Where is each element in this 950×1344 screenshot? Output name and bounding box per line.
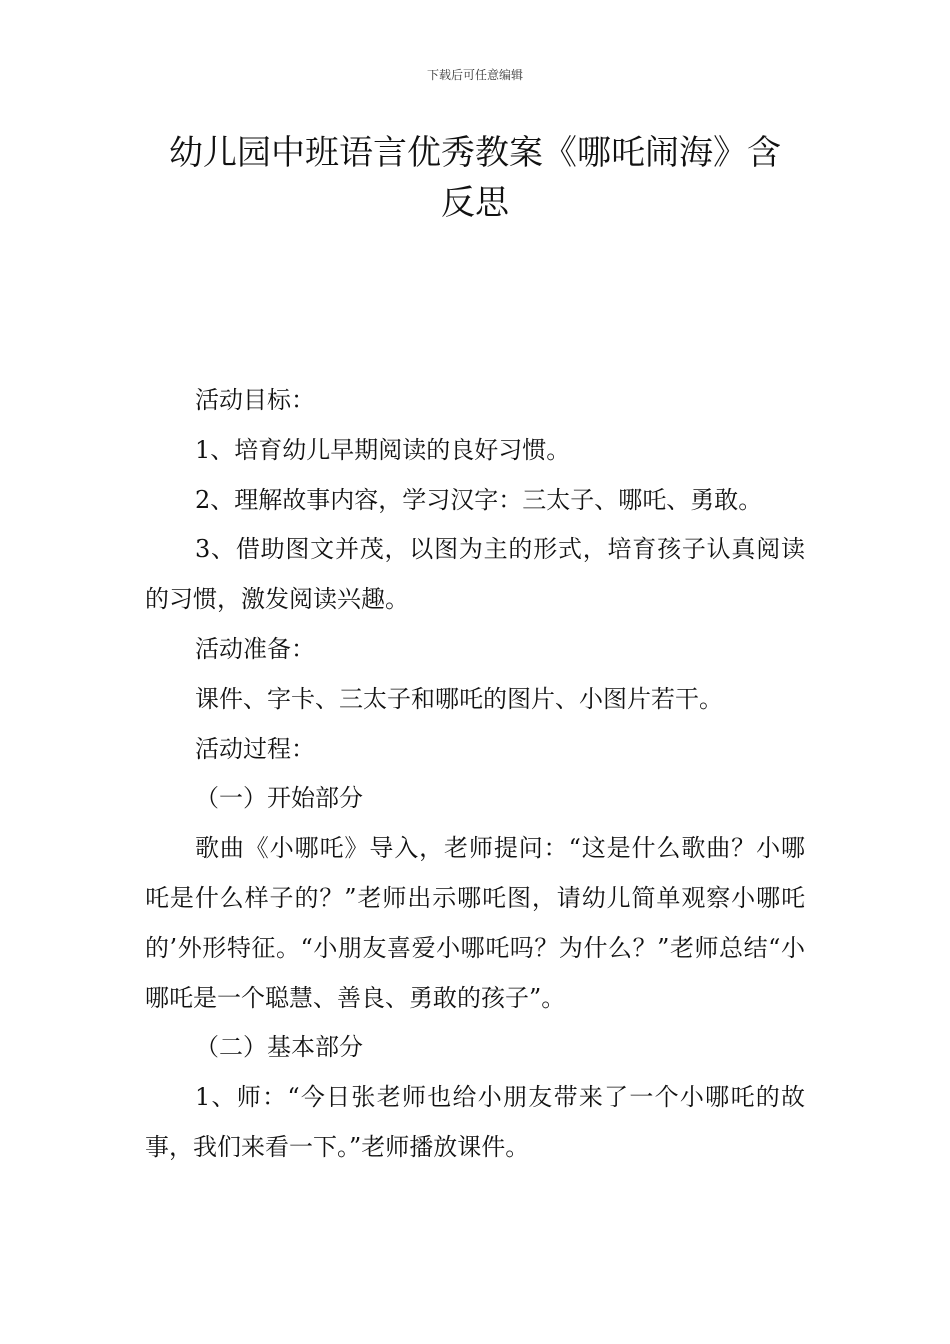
title-line-2: 反思 xyxy=(441,183,509,223)
goal-item-3: 3、借助图文并茂，以图为主的形式，培育孩子认真阅读的习惯，激发阅读兴趣。 xyxy=(145,535,805,614)
subheading-basic: （二）基本部分 xyxy=(195,1033,363,1062)
paragraph-intro-song: 歌曲《小哪吒》导入，老师提问：“这是什么歌曲？小哪吒是什么样子的？”老师出示哪吒图，请幼儿简单观察小哪吒的’外形特征。“小朋友喜爱小哪吒吗？为什么？”老师总结“小哪吒是一个聪慧、善良、勇敢的孩子”。 xyxy=(145,834,805,1012)
subheading-start: （一）开始部分 xyxy=(195,784,363,813)
document-title xyxy=(120,128,830,228)
section-heading-preparation: 活动准备： xyxy=(195,634,315,663)
title-line-1: 幼儿园中班语言优秀教案《哪吒闹海》含 xyxy=(169,133,781,173)
paragraph-story-step-1: 1、师：“今日张老师也给小朋友带来了一个小哪吒的故事，我们来看一下。”老师播放课件。 xyxy=(145,1083,805,1161)
document-body xyxy=(145,376,805,1173)
goal-item-2: 2、理解故事内容，学习汉字：三太子、哪吒、勇敢。 xyxy=(195,485,763,514)
goal-item-1: 1、培育幼儿早期阅读的良好习惯。 xyxy=(195,435,571,464)
section-heading-goals: 活动目标： xyxy=(195,386,315,414)
preparation-text: 课件、字卡、三太子和哪吒的图片、小图片若干。 xyxy=(195,684,723,713)
header-note: 下载后可任意编辑 xyxy=(426,68,523,82)
section-heading-process: 活动过程： xyxy=(195,734,315,763)
